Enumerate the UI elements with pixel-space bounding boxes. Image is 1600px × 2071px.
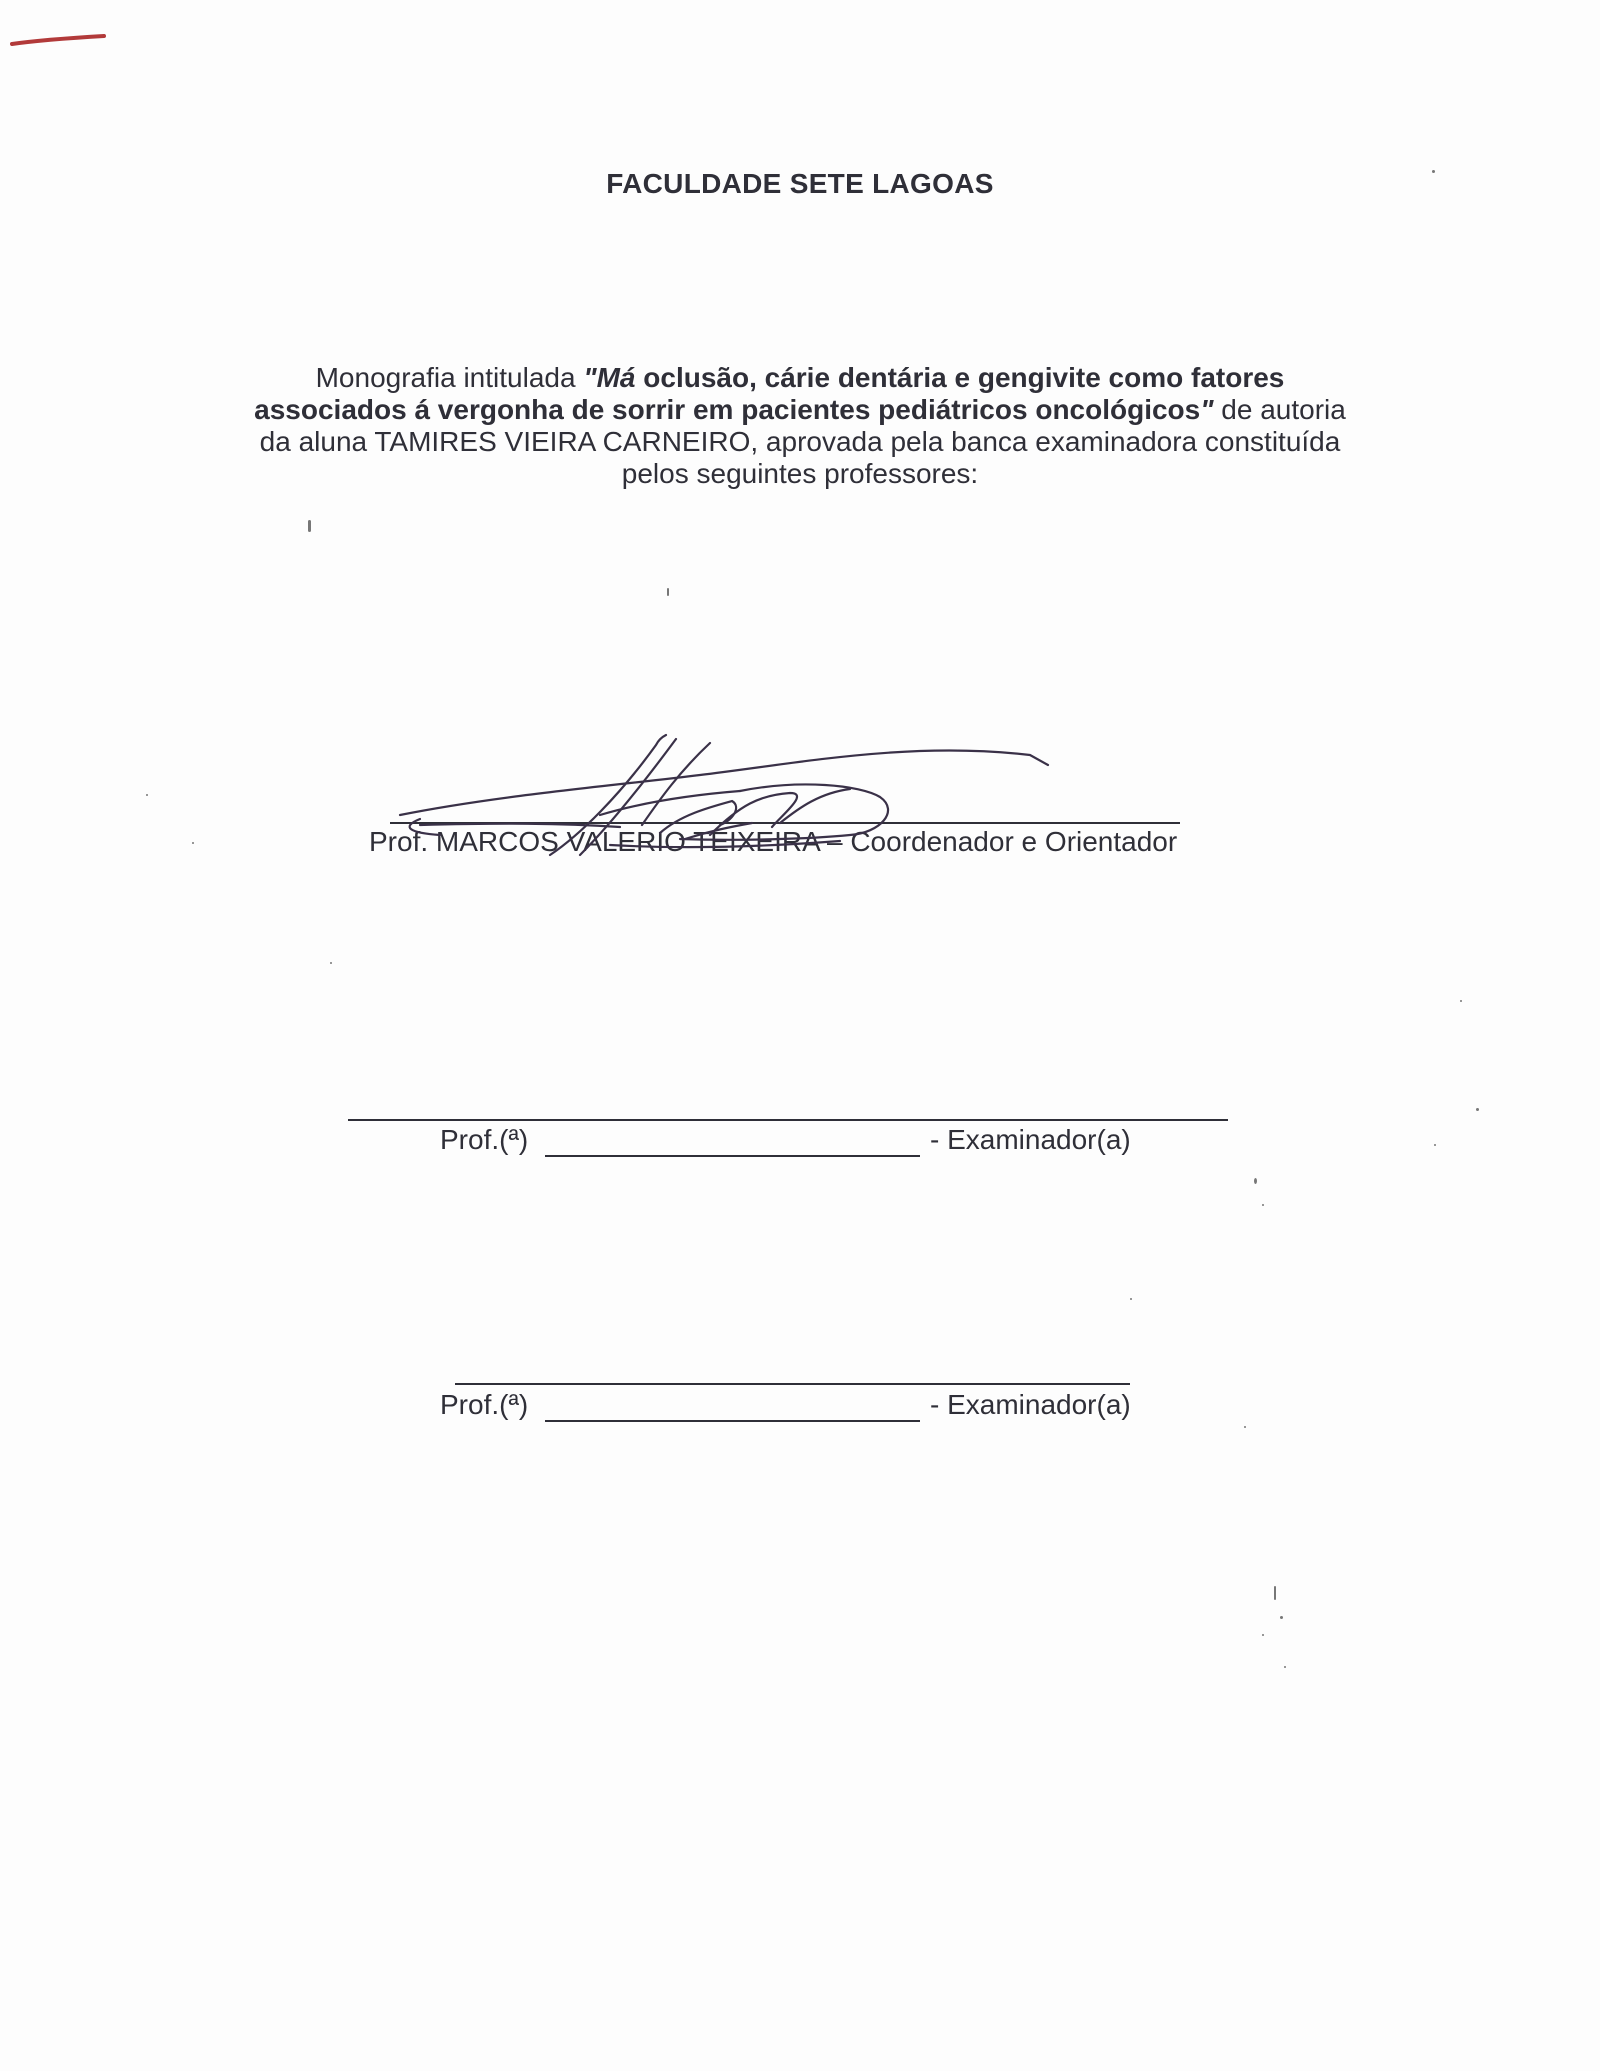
scan-speck — [1274, 1586, 1276, 1600]
scan-speck — [1476, 1108, 1479, 1111]
scan-speck — [1280, 1616, 1283, 1619]
approval-remainder: de autoria da aluna TAMIRES VIEIRA CARNEIRO, aprovada pela banca examinadora constituída pelos seguintes professores: — [259, 394, 1346, 489]
examiner-1-role: - Examinador(a) — [930, 1124, 1131, 1155]
scan-speck — [1434, 1144, 1436, 1146]
scan-speck — [1432, 170, 1435, 173]
examiner-1-prefix: Prof.(ª) — [440, 1124, 529, 1155]
examiner-1-signature-line — [348, 1119, 1228, 1121]
title-text: oclusão, cárie dentária e gengivite como fatores associados á vergonha de sorrir em pacientes pediátricos oncológicos — [254, 362, 1285, 425]
scan-speck — [308, 520, 311, 532]
scan-speck — [667, 588, 669, 596]
examiner-2-prefix: Prof.(ª) — [440, 1389, 529, 1420]
scan-speck — [1262, 1204, 1264, 1206]
advisor-caption: Prof. MARCOS VALERIO TEIXEIRA – Coordenador e Orientador — [369, 826, 1178, 857]
examiner-1-name-blank — [545, 1155, 920, 1157]
scan-speck — [192, 842, 194, 844]
examiner-2-role: - Examinador(a) — [930, 1389, 1131, 1420]
approval-lead-in: Monografia intitulada — [315, 362, 584, 393]
approval-paragraph — [240, 362, 1360, 490]
scan-speck — [1262, 1634, 1264, 1636]
scan-speck — [1130, 1298, 1132, 1300]
scan-speck — [1254, 1178, 1257, 1184]
scan-speck — [1460, 1000, 1462, 1002]
advisor-handwritten-signature — [380, 715, 1060, 865]
scan-speck — [146, 794, 148, 796]
scan-speck — [1244, 1426, 1246, 1428]
scan-speck — [1284, 1666, 1286, 1668]
title-quote-open: "Má — [583, 362, 636, 393]
title-quote-close: " — [1200, 394, 1214, 425]
institution-heading: FACULDADE SETE LAGOAS — [606, 168, 994, 199]
red-pen-mark — [10, 34, 106, 48]
examiner-2-signature-line — [455, 1383, 1130, 1385]
scan-speck — [330, 962, 332, 964]
examiner-2-name-blank — [545, 1420, 920, 1422]
